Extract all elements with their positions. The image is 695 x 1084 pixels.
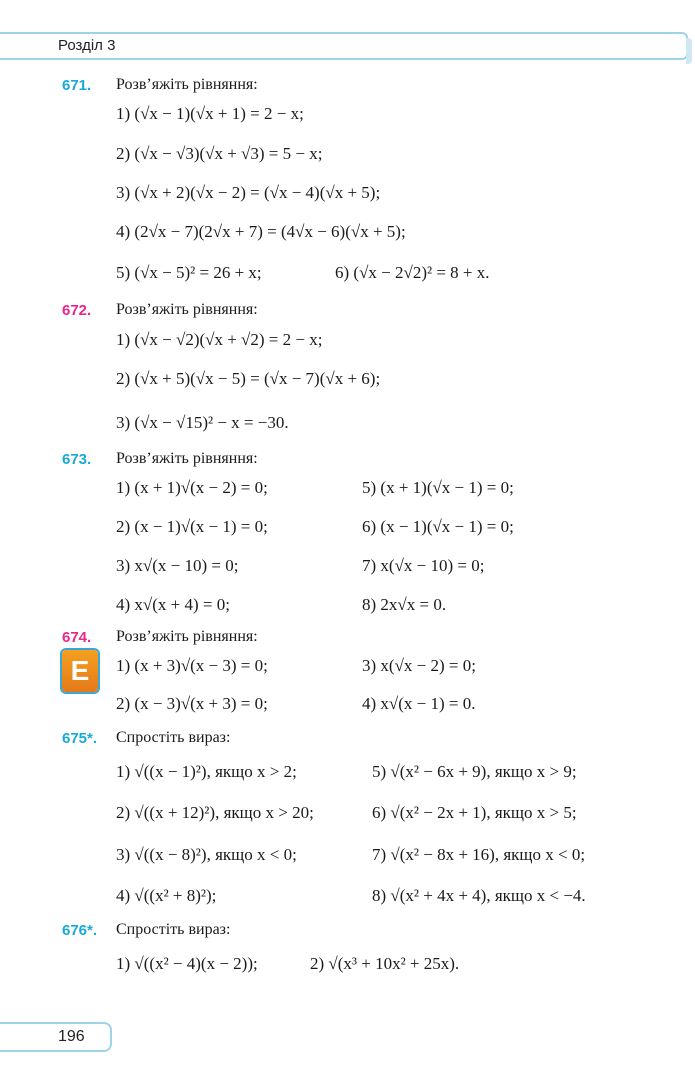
problem-number: 675*. [62,730,98,747]
equation-item: 2) (√x + 5)(√x − 5) = (√x − 7)(√x + 6); [116,369,381,388]
expression-item: 4) √((x² + 8)²); [116,886,217,905]
equation-item: 4) (2√x − 7)(2√x + 7) = (4√x − 6)(√x + 5); [116,222,406,241]
equation-item: 5) (x + 1)(√x − 1) = 0; [362,478,514,497]
problem-task: Розв’яжіть рівняння: [116,301,258,318]
problem-number: 674. [62,629,92,646]
problem-task: Розв’яжіть рівняння: [116,450,258,467]
equation-item: 4) x√(x − 1) = 0. [362,694,476,713]
equation-item: 1) (x + 1)√(x − 2) = 0; [116,478,268,497]
equation-item: 5) (√x − 5)² = 26 + x; [116,263,262,282]
equation-item: 7) x(√x − 10) = 0; [362,556,485,575]
equation-item: 1) (√x − √2)(√x + √2) = 2 − x; [116,330,323,349]
equation-item: 3) x(√x − 2) = 0; [362,656,476,675]
problem-task: Розв’яжіть рівняння: [116,76,258,93]
equation-item: 4) x√(x + 4) = 0; [116,595,230,614]
problem-number: 671. [62,77,92,94]
equation-item: 2) (x − 3)√(x + 3) = 0; [116,694,268,713]
expression-item: 8) √(x² + 4x + 4), якщо x < −4. [372,886,586,905]
equation-item: 3) x√(x − 10) = 0; [116,556,239,575]
section-title: Розділ 3 [58,37,116,54]
equation-item: 2) (√x − √3)(√x + √3) = 5 − x; [116,144,323,163]
expression-item: 1) √((x − 1)²), якщо x > 2; [116,762,297,781]
expression-item: 2) √((x + 12)²), якщо x > 20; [116,803,314,822]
expression-item: 6) √(x² − 2x + 1), якщо x > 5; [372,803,577,822]
expression-item: 3) √((x − 8)²), якщо x < 0; [116,845,297,864]
expression-item: 1) √((x² − 4)(x − 2)); [116,954,258,973]
expression-item: 2) √(x³ + 10x² + 25x). [310,954,460,973]
equation-item: 2) (x − 1)√(x − 1) = 0; [116,517,268,536]
equation-item: 3) (√x + 2)(√x − 2) = (√x − 4)(√x + 5); [116,183,381,202]
page-number: 196 [58,1028,85,1045]
equation-item: 6) (√x − 2√2)² = 8 + x. [335,263,490,282]
page-number-box [0,1022,112,1052]
equation-item: 3) (√x − √15)² − x = −30. [116,413,289,432]
equation-item: 8) 2x√x = 0. [362,595,447,614]
equation-item: 1) (√x − 1)(√x + 1) = 2 − x; [116,104,304,123]
expression-item: 5) √(x² − 6x + 9), якщо x > 9; [372,762,577,781]
expression-item: 7) √(x² − 8x + 16), якщо x < 0; [372,845,586,864]
problem-number: 673. [62,451,92,468]
problem-number: 672. [62,302,92,319]
equation-item: 1) (x + 3)√(x − 3) = 0; [116,656,268,675]
problem-task: Розв’яжіть рівняння: [116,628,258,645]
equation-item: 6) (x − 1)(√x − 1) = 0; [362,517,514,536]
problem-task: Спростіть вираз: [116,921,231,938]
problem-task: Спростіть вираз: [116,729,231,746]
problem-number: 676*. [62,922,98,939]
difficulty-badge-icon: E [62,650,98,692]
